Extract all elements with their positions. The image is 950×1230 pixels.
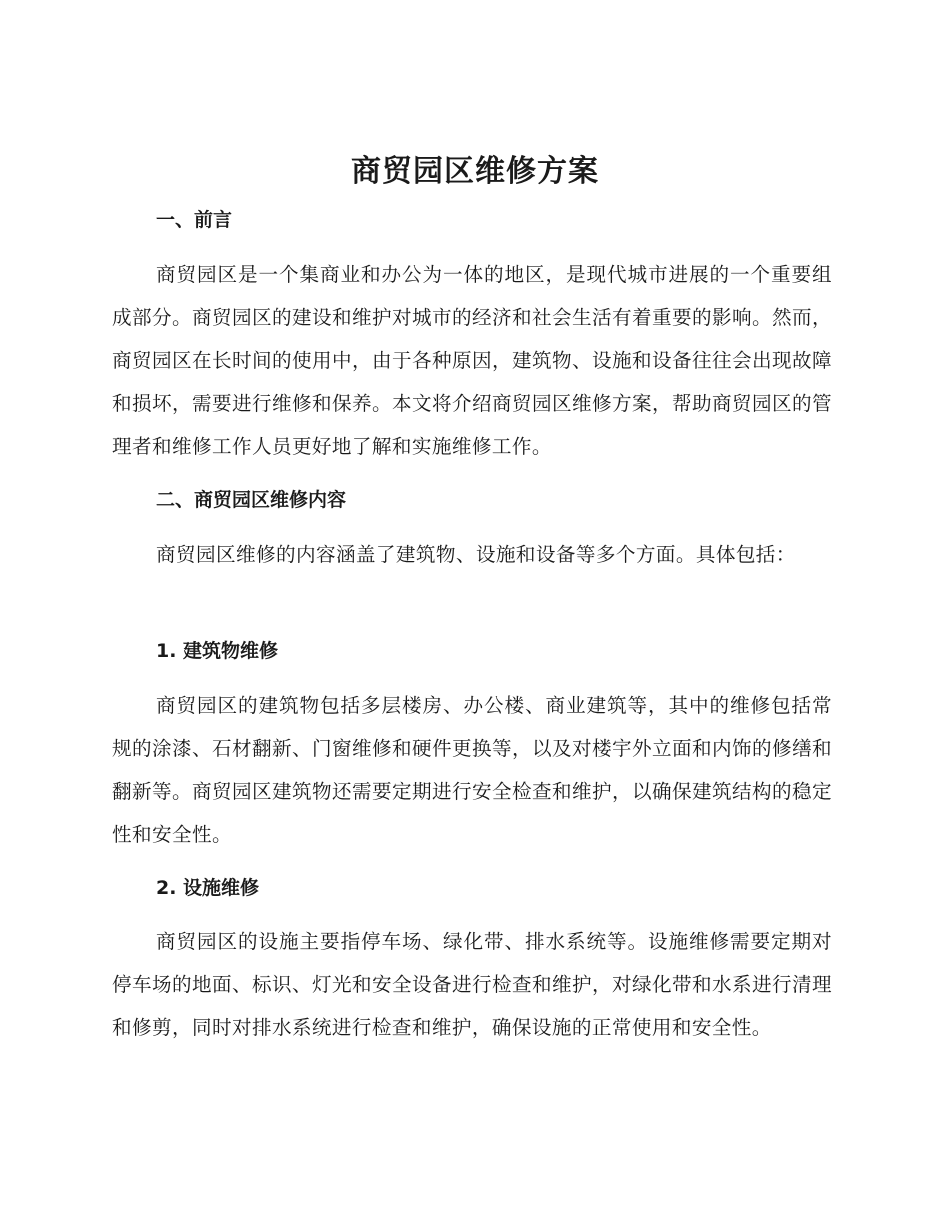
- section-heading-facility-maintenance: 2. 设施维修: [156, 877, 260, 899]
- section-heading-building-maintenance: 1. 建筑物维修: [156, 640, 279, 662]
- page-title: 商贸园区维修方案: [351, 154, 599, 189]
- section-heading-preface: 一、前言: [156, 209, 233, 231]
- section-paragraph-maintenance-content: 商贸园区维修的内容涵盖了建筑物、设施和设备等多个方面。具体包括：: [156, 543, 796, 566]
- section-paragraph-preface: 商贸园区是一个集商业和办公为一体的地区，是现代城市进展的一个重要组成部分。商贸园区的建设和维护对城市的经济和社会生活有着重要的影响。然而，商贸园区在长时间的使用中，由于各种原因，建筑物、设施和设备往往会出现故障和损坏，需要进行维修和保养。本文将介绍商贸园区维修方案，帮助商贸园区的管理者和维修工作人员更好地了解和实施维修工作。: [112, 263, 832, 458]
- section-heading-maintenance-content: 二、商贸园区维修内容: [156, 489, 347, 511]
- section-paragraph-building-maintenance: 商贸园区的建筑物包括多层楼房、办公楼、商业建筑等，其中的维修包括常规的涂漆、石材翻新、门窗维修和硬件更换等，以及对楼宇外立面和内饰的修缮和翻新等。商贸园区建筑物还需要定期进行安全检查和维护，以确保建筑结构的稳定性和安全性。: [112, 694, 832, 846]
- section-paragraph-facility-maintenance: 商贸园区的设施主要指停车场、绿化带、排水系统等。设施维修需要定期对停车场的地面、标识、灯光和安全设备进行检查和维护，对绿化带和水系进行清理和修剪，同时对排水系统进行检查和维护，确保设施的正常使用和安全性。: [112, 930, 832, 1039]
